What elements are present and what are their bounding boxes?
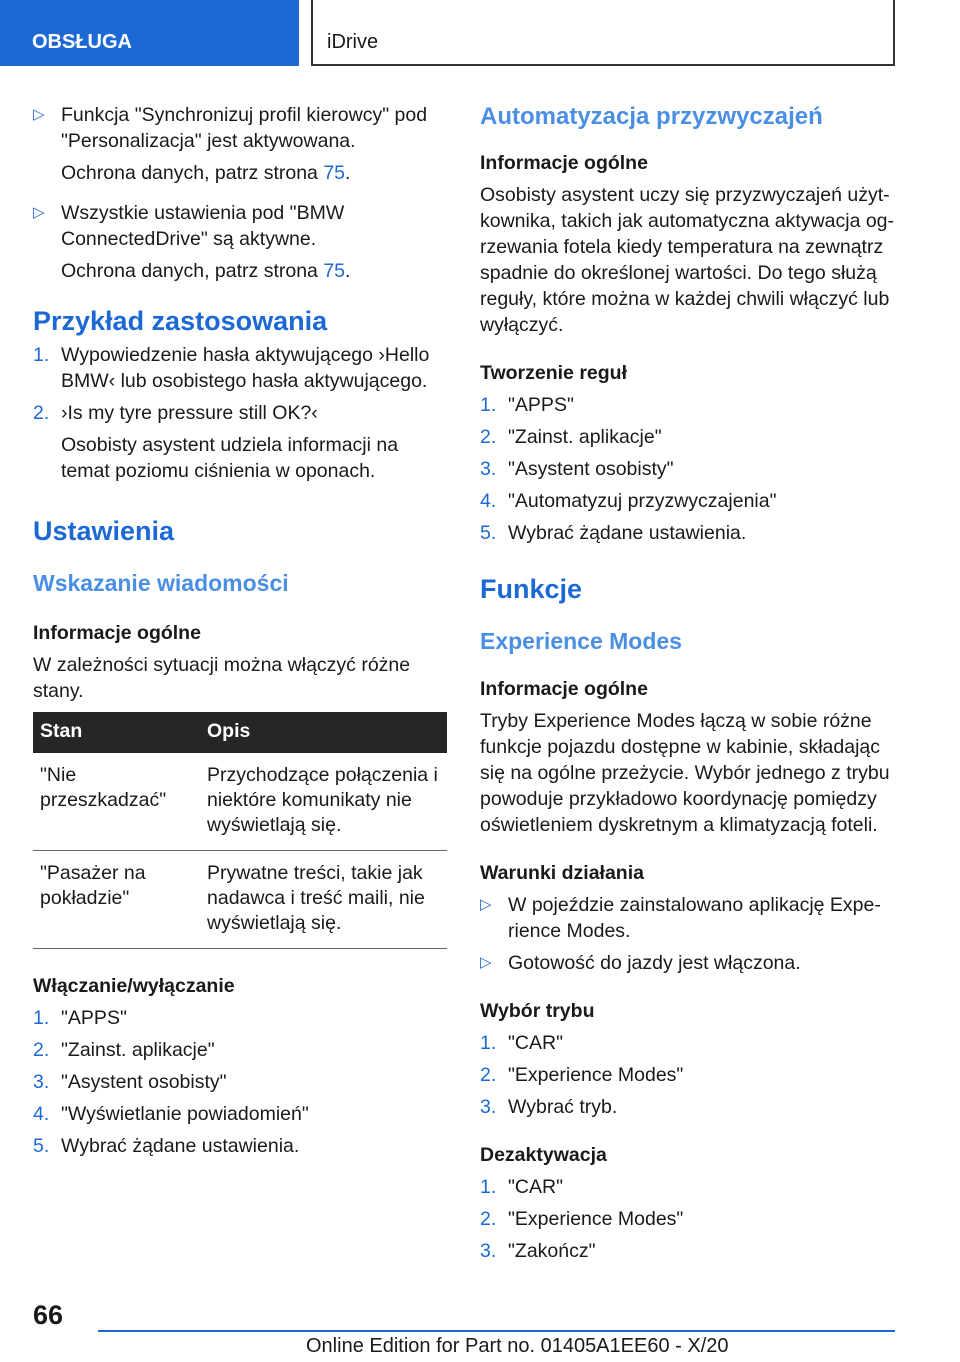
- list-item: [33, 1005, 447, 1031]
- list-item: [480, 1238, 898, 1264]
- functions-heading: Funkcje: [480, 574, 583, 604]
- column-header-stan: Stan: [33, 712, 200, 753]
- step-text: "Automatyzuj przyzwyczajenia": [508, 490, 777, 512]
- step-text: "Asystent osobisty": [61, 1071, 227, 1093]
- step-number: 3.: [480, 1240, 497, 1262]
- step-number: 2.: [480, 1064, 497, 1086]
- list-item: [480, 950, 898, 976]
- description-cell: Prywatne treści, takie jak nadawca i treść maili, nie wyświetlają się.: [200, 851, 447, 949]
- state-cell: "Nie przeszkadzać": [33, 753, 200, 851]
- left-column: [33, 102, 447, 1159]
- step-text: "Experience Modes": [508, 1064, 684, 1086]
- bullet-text: Funkcja "Synchronizuj profil kierowcy" pod "Personalizacja" jest aktywowana.: [61, 104, 428, 152]
- right-column: [480, 102, 898, 1264]
- step-number: 1.: [33, 1007, 50, 1029]
- triangle-bullet-icon: ▷: [33, 106, 45, 123]
- on-off-heading: Włączanie/wyłączanie: [33, 975, 235, 997]
- list-item: [480, 1094, 898, 1120]
- conditions-heading: Warunki działania: [480, 862, 644, 884]
- step-number: 4.: [33, 1103, 50, 1125]
- list-item: [480, 392, 898, 418]
- step-text: "Experience Modes": [508, 1208, 684, 1230]
- chapter-title: iDrive: [311, 0, 895, 66]
- section-tab: OBSŁUGA: [0, 0, 299, 66]
- general-info-heading: Informacje ogólne: [480, 152, 648, 174]
- list-item: [480, 1062, 898, 1088]
- general-info-heading: Informacje ogólne: [480, 678, 648, 700]
- general-info-text: W zależności sytuacji można włączyć różne stany.: [33, 654, 411, 702]
- list-item: [33, 400, 447, 426]
- list-item: [480, 1206, 898, 1232]
- step-text: Wybrać tryb.: [508, 1096, 618, 1118]
- footer-edition: Online Edition for Part no. 01405A1EE60 - X/20: [306, 1335, 729, 1357]
- step-number: 1.: [33, 344, 50, 366]
- list-item: [480, 1030, 898, 1056]
- step-text: "Zainst. aplikacje": [61, 1039, 215, 1061]
- bullet-text: Wszystkie ustawienia pod "BMW ConnectedDrive" są aktywne.: [61, 202, 345, 250]
- list-item: [33, 342, 447, 394]
- deactivation-heading: Dezaktywacja: [480, 1144, 607, 1166]
- general-info-heading: Informacje ogólne: [33, 622, 201, 644]
- list-item: [480, 424, 898, 450]
- bullet-text: Gotowość do jazdy jest włączona.: [508, 952, 801, 974]
- step-number: 2.: [480, 426, 497, 448]
- step-number: 3.: [480, 1096, 497, 1118]
- reference-dot: .: [345, 162, 351, 184]
- step-text: "APPS": [508, 394, 574, 416]
- triangle-bullet-icon: ▷: [33, 204, 45, 221]
- notifications-heading: Wskazanie wiadomości: [33, 570, 289, 596]
- column-header-opis: Opis: [200, 712, 447, 753]
- list-item: [480, 892, 898, 944]
- states-table: [33, 712, 447, 949]
- cross-reference: [33, 160, 447, 186]
- step-number: 1.: [480, 1176, 497, 1198]
- list-item: [480, 1174, 898, 1200]
- mode-select-heading: Wybór trybu: [480, 1000, 595, 1022]
- list-item: [480, 520, 898, 546]
- page-link[interactable]: 75: [323, 162, 346, 184]
- step-number: 3.: [480, 458, 497, 480]
- list-item: [33, 1101, 447, 1127]
- automation-heading: Automatyzacja przyzwyczajeń: [480, 103, 823, 130]
- step-text: "Zainst. aplikacje": [508, 426, 662, 448]
- general-info-text: Osobisty asystent uczy się przyzwyczajeń użytkownika, takich jak automatyczna aktywacja ogrzewania fotela kiedy temperatura na zewnątrz spadnie do określonej wartości. Do tego służą reguły, które można w każdej chwili włączyć lub wyłączyć.: [480, 184, 895, 336]
- step-number: 1.: [480, 394, 497, 416]
- step-number: 4.: [480, 490, 497, 512]
- page-link[interactable]: 75: [323, 260, 346, 282]
- step-number: 2.: [33, 402, 50, 424]
- page-number: 66: [33, 1300, 64, 1330]
- rules-heading: Tworzenie reguł: [480, 362, 627, 384]
- step-text: "APPS": [61, 1007, 127, 1029]
- table-row: [33, 851, 447, 949]
- step-number: 5.: [480, 522, 497, 544]
- step-text: "CAR": [508, 1032, 564, 1054]
- table-row: [33, 753, 447, 851]
- example-heading: Przykład zastosowania: [33, 306, 328, 336]
- list-item: [33, 1069, 447, 1095]
- step-text: Wypowiedzenie hasła aktywującego ›Hello BMW‹ lub osobistego hasła aktywującego.: [61, 344, 430, 392]
- step-text: "Asystent osobisty": [508, 458, 674, 480]
- state-cell: "Pasażer na pokładzie": [33, 851, 200, 949]
- reference-text: Ochrona danych, patrz strona: [61, 162, 324, 184]
- triangle-bullet-icon: ▷: [480, 896, 492, 913]
- footer-divider: [98, 1330, 895, 1332]
- list-item: [480, 488, 898, 514]
- step-text: "Zakończ": [508, 1240, 596, 1262]
- step-number: 3.: [33, 1071, 50, 1093]
- step-text: "Wyświetlanie powiadomień": [61, 1103, 309, 1125]
- step-number: 2.: [33, 1039, 50, 1061]
- step-number: 5.: [33, 1135, 50, 1157]
- example-note: Osobisty asystent udziela informacji na temat poziomu ciśnienia w oponach.: [61, 434, 399, 482]
- experience-modes-heading: Experience Modes: [480, 628, 682, 654]
- reference-dot: .: [345, 260, 351, 282]
- bullet-text: W pojeździe zainstalowano aplikację Experience Modes.: [508, 894, 881, 942]
- list-item: [33, 200, 447, 252]
- step-text: "CAR": [508, 1176, 564, 1198]
- settings-heading: Ustawienia: [33, 516, 175, 546]
- step-number: 1.: [480, 1032, 497, 1054]
- reference-text: Ochrona danych, patrz strona: [61, 260, 324, 282]
- general-info-text: Tryby Experience Modes łączą w sobie różne funkcje pojazdu dostępne w kabinie, składając się na ogólne przeżycie. Wybór jednego z trybu powoduje przykładowo koordynację pomiędzy oświetleniem dyskretnym a klimatyzacją foteli.: [480, 710, 890, 836]
- table-header-row: [33, 712, 447, 753]
- list-item: [33, 102, 447, 154]
- list-item: [480, 456, 898, 482]
- description-cell: Przychodzące połączenia i niektóre komunikaty nie wyświetlają się.: [200, 753, 447, 851]
- step-number: 2.: [480, 1208, 497, 1230]
- step-text: Wybrać żądane ustawienia.: [61, 1135, 300, 1157]
- cross-reference: [33, 258, 447, 284]
- list-item: [33, 1133, 447, 1159]
- list-item: [33, 1037, 447, 1063]
- step-text: Wybrać żądane ustawienia.: [508, 522, 747, 544]
- step-text: ›Is my tyre pressure still OK?‹: [61, 402, 318, 424]
- triangle-bullet-icon: ▷: [480, 954, 492, 971]
